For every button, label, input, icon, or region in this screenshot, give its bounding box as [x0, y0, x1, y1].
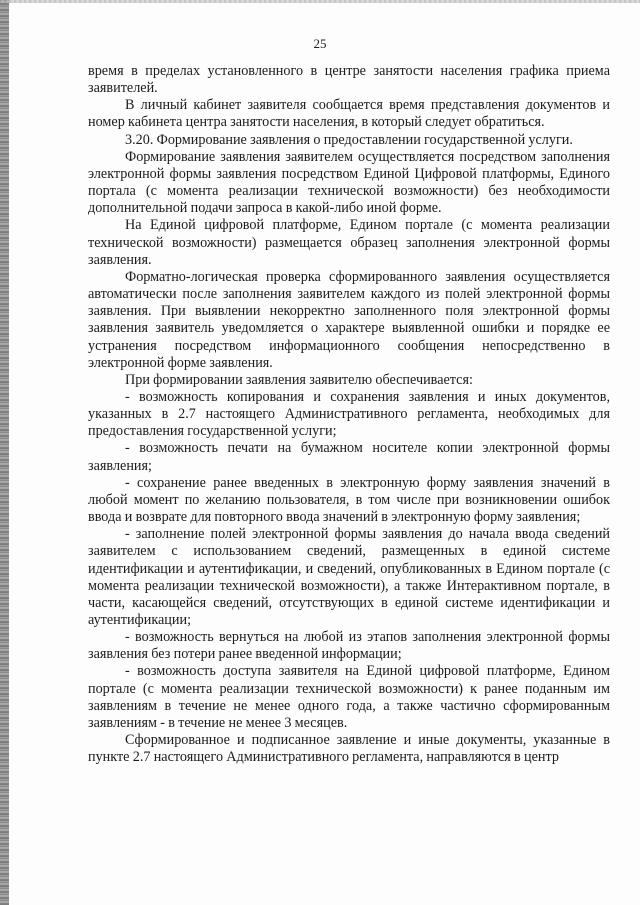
list-item-save-values: - сохранение ранее введенных в электронную форму заявления значений в любой момент по желанию пользователя, в том числе при возникновении ошибок ввода и возврате для повторного ввода значений в электронную форму заявления; — [88, 474, 610, 526]
document-body — [88, 63, 610, 766]
scan-top-shadow — [0, 0, 640, 3]
list-item-access-history: - возможность доступа заявителя на Единой цифровой платформе, Едином портале (с момента реализации технической возможности) к ранее поданным им заявлениям в течение не менее одного года, а также частично сформированным заявлениям - в течение не менее 3 месяцев. — [88, 663, 610, 731]
paragraph-provisions-intro: При формировании заявления заявителю обеспечивается: — [125, 371, 473, 388]
list-item-print: - возможность печати на бумажном носителе копии электронной формы заявления; — [88, 440, 610, 474]
paragraph-cabinet-notice: В личный кабинет заявителя сообщается время представления документов и номер кабинета центра занятости населения, в который следует обратиться. — [88, 97, 610, 131]
paragraph-sample-form: На Единой цифровой платформе, Едином портале (с момента реализации технической возможности) размещается образец заполнения электронной формы заявления. — [88, 217, 610, 268]
scan-edge-shadow — [0, 0, 9, 905]
paragraph-format-check: Форматно-логическая проверка сформированного заявления осуществляется автоматически после заполнения заявителем каждого из полей электронной формы заявления. При выявлении некорректно заполненного поля электронной формы заявления заявитель уведомляется о характере выявленной ошибки и порядке ее устранения посредством информационного сообщения непосредственно в электронной форме заявления. — [88, 268, 610, 371]
list-item-autofill: - заполнение полей электронной формы заявления до начала ввода сведений заявителем с использованием сведений, размещенных в единой системе идентификации и аутентификации, и сведений, опубликованных в Едином портале (с момента реализации технической возможности), а также Интерактивном портале, в части, касающейся сведений, отсутствующих в единой системе идентификации и аутентификации; — [88, 526, 610, 628]
page-number: 25 — [313, 36, 327, 51]
paragraph-continuation: время в пределах установленного в центре занятости населения графика приема заявителей. — [88, 63, 610, 97]
list-item-copy-save: - возможность копирования и сохранения заявления и иных документов, указанных в 2.7 настоящего Административного регламента, необходимых для предоставления государственной услуги; — [88, 388, 610, 440]
paragraph-submission: Сформированное и подписанное заявление и иные документы, указанные в пункте 2.7 настоящего Административного регламента, направляются в центр — [88, 732, 610, 766]
section-heading-3-20: 3.20. Формирование заявления о предоставлении государственной услуги. — [125, 131, 573, 148]
list-item-return-step: - возможность вернуться на любой из этапов заполнения электронной формы заявления без потери ранее введенной информации; — [88, 629, 610, 663]
paragraph-form-filling: Формирование заявления заявителем осуществляется посредством заполнения электронной формы заявления посредством Единой Цифровой платформы, Единого портала (с момента реализации технической возможности) без необходимости дополнительной подачи запроса в какой-либо иной форме. — [88, 148, 610, 217]
